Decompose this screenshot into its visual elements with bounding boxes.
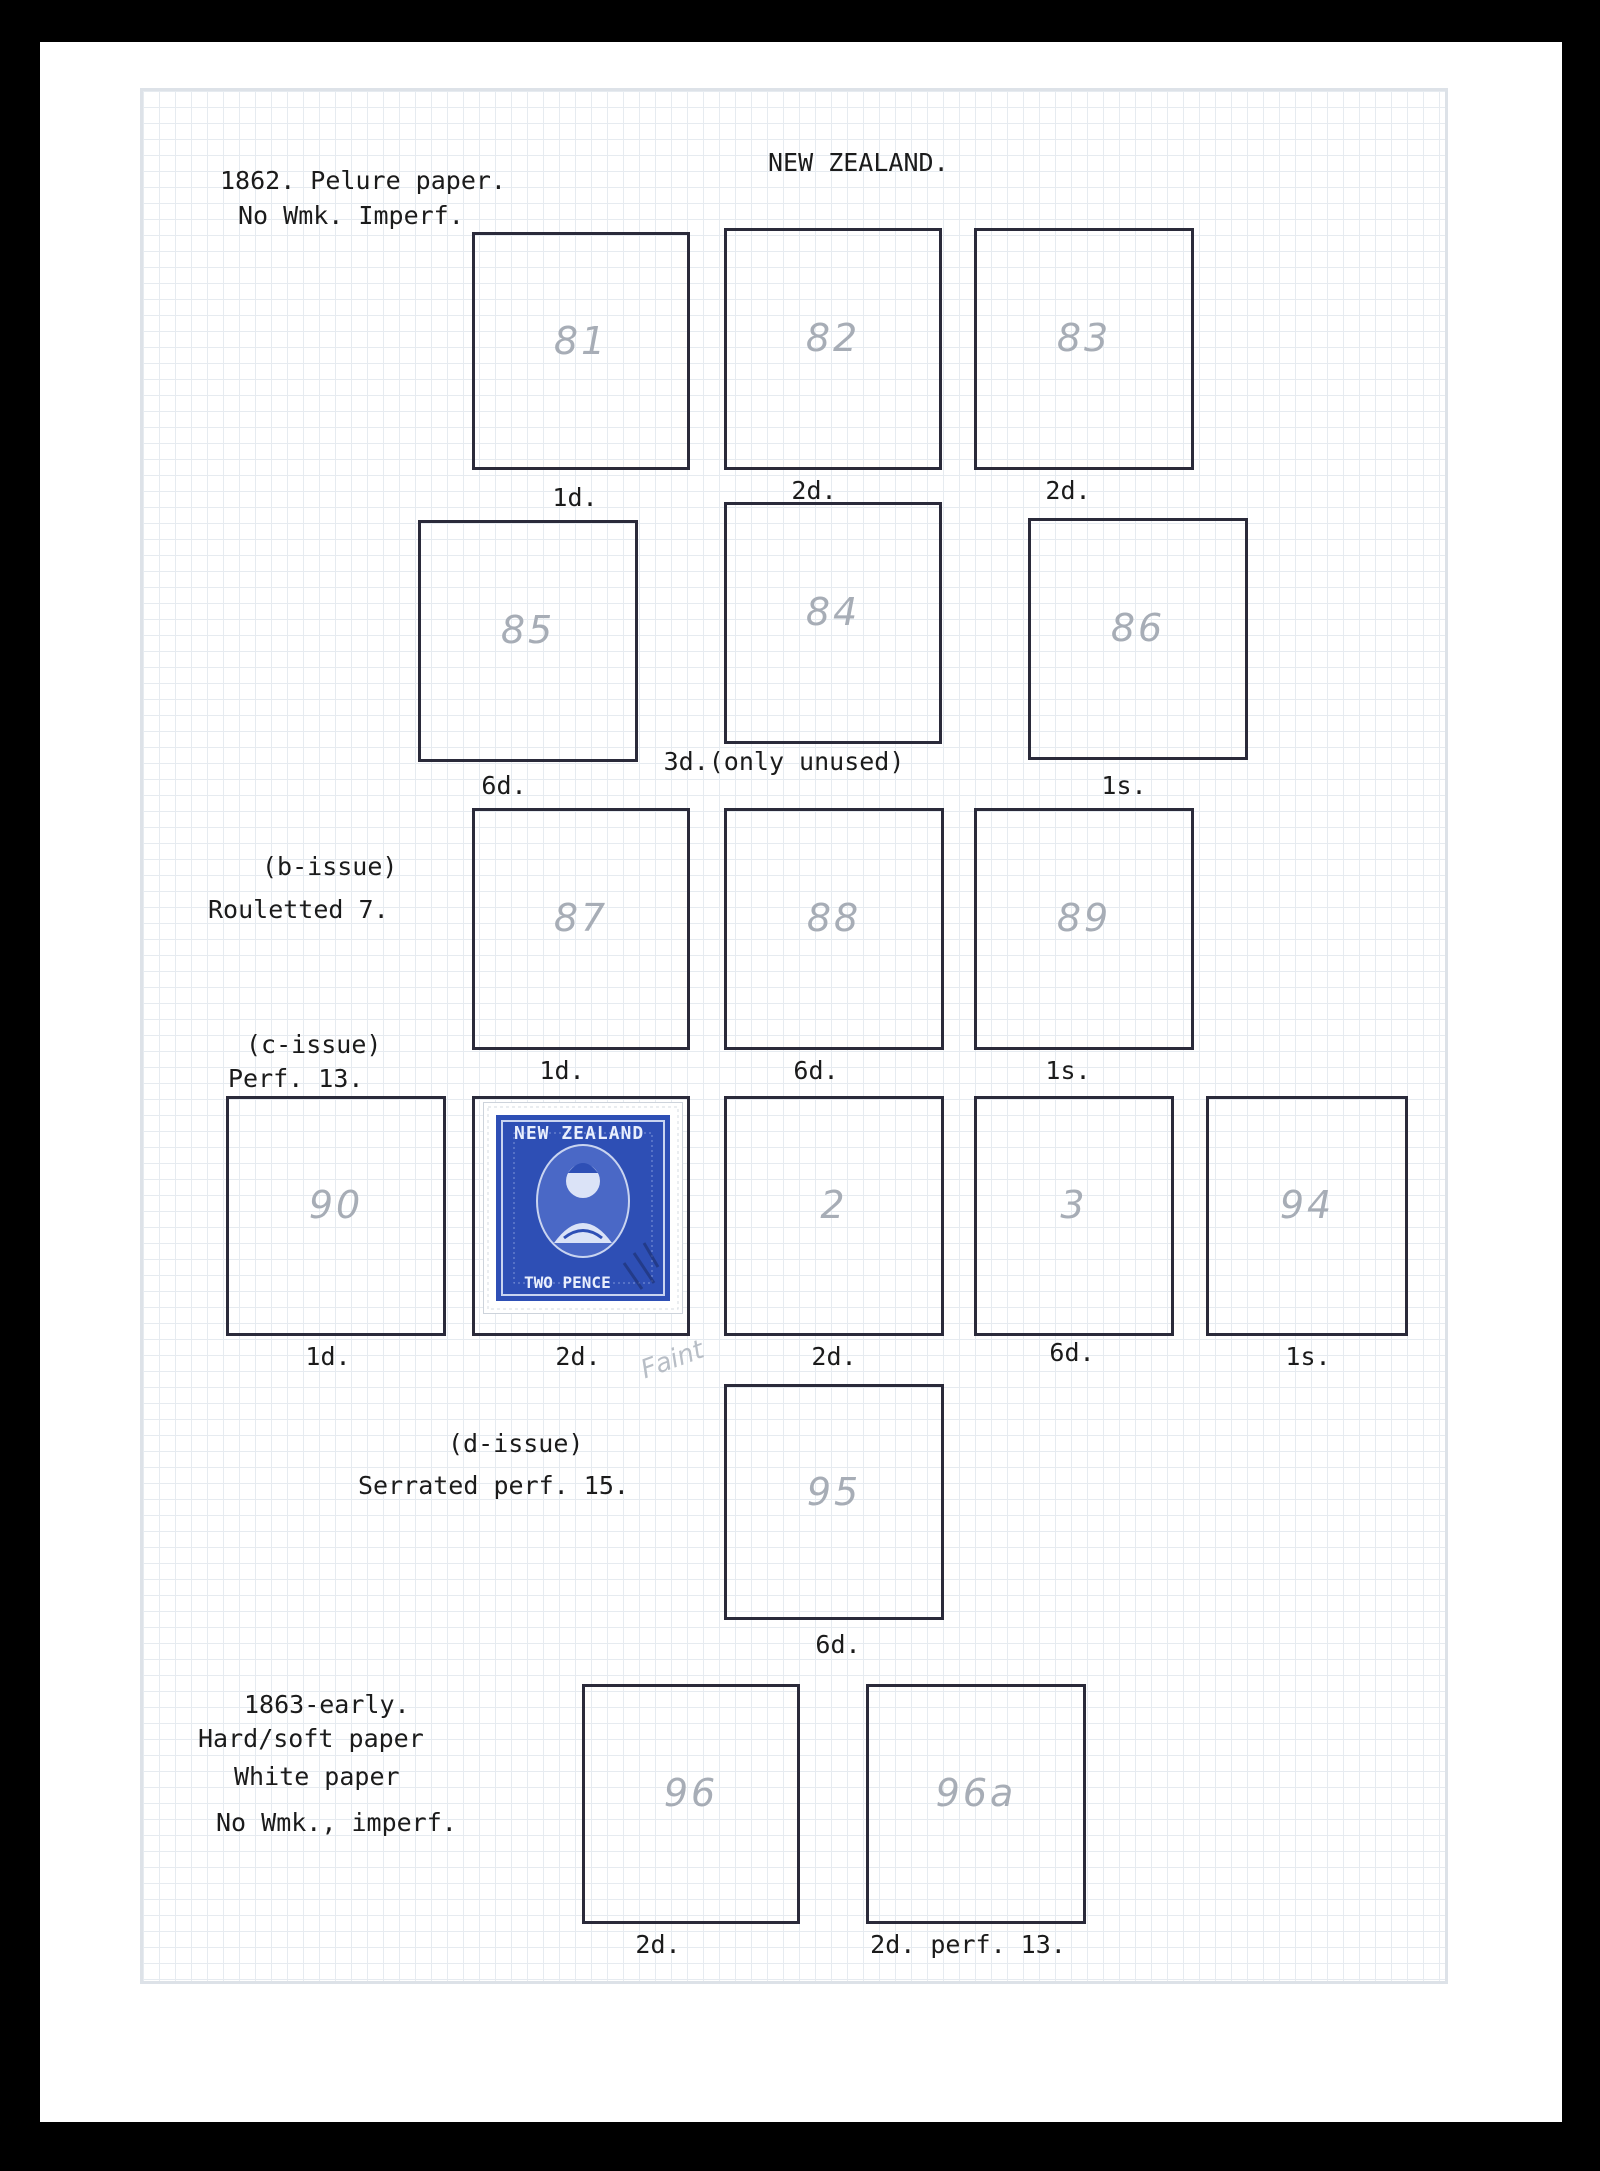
stamp-space-88 <box>724 808 944 1050</box>
stamp-space-95 <box>724 1384 944 1620</box>
heading-b-issue-line2: Rouletted 7. <box>208 895 389 924</box>
space-caption: 3d.(only unused) <box>663 747 905 776</box>
space-caption: 2d. <box>1045 476 1091 505</box>
space-caption: 6d. <box>1049 1338 1095 1367</box>
space-caption: 2d. <box>635 1930 681 1959</box>
space-number: 85 <box>500 607 556 652</box>
space-caption: 2d. <box>811 1342 857 1371</box>
space-number: 3 <box>1060 1183 1088 1228</box>
heading-b-issue-line1: (b-issue) <box>262 852 398 881</box>
space-number: 96 <box>663 1771 719 1816</box>
stamp-bottom-text: TWO PENCE <box>524 1273 611 1292</box>
space-number: 86 <box>1110 605 1166 650</box>
space-caption: 1d. <box>305 1342 351 1371</box>
heading-1862-line2: No Wmk. Imperf. <box>238 201 464 230</box>
space-caption: 6d. <box>793 1056 839 1085</box>
stamp-space-3 <box>974 1096 1174 1336</box>
mounted-stamp-chalon-2d <box>484 1103 682 1313</box>
stamp-space-86 <box>1028 518 1248 760</box>
stamp-space-90 <box>226 1096 446 1336</box>
heading-1863-line4: No Wmk., imperf. <box>216 1808 457 1837</box>
heading-1862-line1: 1862. Pelure paper. <box>220 166 506 195</box>
space-number: 87 <box>553 895 609 940</box>
stamp-space-94 <box>1206 1096 1408 1336</box>
space-caption: 2d. perf. 13. <box>870 1930 1066 1959</box>
stamp-space-2 <box>724 1096 944 1336</box>
space-number: 84 <box>805 589 861 634</box>
space-caption: 1d. <box>552 483 598 512</box>
stamp-space-83 <box>974 228 1194 470</box>
heading-1863-line1: 1863-early. <box>244 1690 410 1719</box>
space-caption: 1d. <box>539 1056 585 1085</box>
space-number: 2 <box>820 1183 848 1228</box>
space-caption: 2d. <box>555 1342 601 1371</box>
space-caption: 6d. <box>815 1630 861 1659</box>
stamp-space-84 <box>724 502 942 744</box>
stamp-space-81 <box>472 232 690 470</box>
page-title: NEW ZEALAND. <box>768 148 949 177</box>
heading-c-issue-line2: Perf. 13. <box>228 1064 364 1093</box>
space-caption: 6d. <box>481 771 527 800</box>
stamp-space-89 <box>974 808 1194 1050</box>
stamp-space-87 <box>472 808 690 1050</box>
space-number: 82 <box>805 315 861 360</box>
space-number: 95 <box>806 1469 862 1514</box>
space-number: 88 <box>806 895 862 940</box>
space-number: 83 <box>1056 315 1112 360</box>
stamp-top-text: NEW ZEALAND <box>514 1123 645 1144</box>
space-caption: 1s. <box>1045 1056 1091 1085</box>
heading-1863-line2: Hard/soft paper <box>198 1724 424 1753</box>
stamp-space-96a <box>866 1684 1086 1924</box>
space-caption: 2d. <box>791 476 837 505</box>
space-number: 96a <box>935 1771 1017 1816</box>
space-caption: 1s. <box>1101 771 1147 800</box>
space-number: 89 <box>1056 895 1112 940</box>
space-number: 90 <box>308 1183 364 1228</box>
stamp-space-85 <box>418 520 638 762</box>
space-number: 81 <box>553 318 609 363</box>
space-number: 94 <box>1279 1183 1335 1228</box>
pencil-note: Faint <box>636 1334 708 1386</box>
heading-d-issue-line1: (d-issue) <box>448 1429 584 1458</box>
space-caption: 1s. <box>1285 1342 1331 1371</box>
stamp-space-82 <box>724 228 942 470</box>
heading-c-issue-line1: (c-issue) <box>246 1030 382 1059</box>
stamp-space-96 <box>582 1684 800 1924</box>
heading-d-issue-line2: Serrated perf. 15. <box>358 1471 629 1500</box>
heading-1863-line3: White paper <box>234 1762 400 1791</box>
